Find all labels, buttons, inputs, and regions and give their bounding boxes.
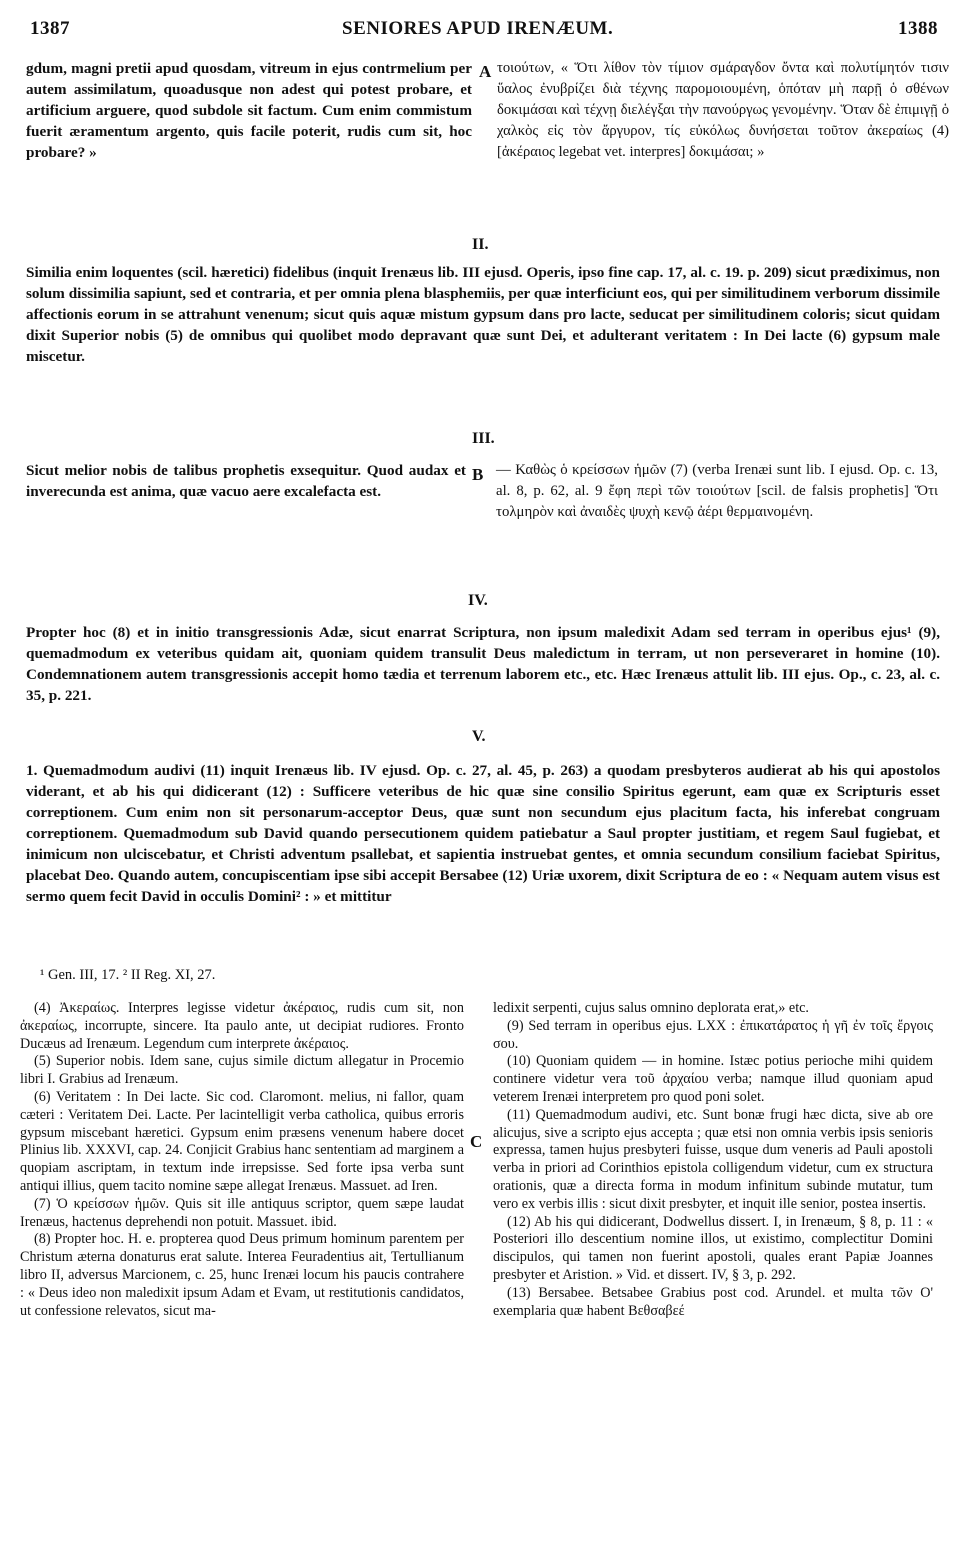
paragraph-iv: Propter hoc (8) et in initio transgressionis Adæ, sicut enarrat Scriptura, non ipsum maledixit Adam sed terram in operibus ejus¹ (9), quemadmodum ex veteribus quidam ait, quoniam quidem transulit Deus maledictum in terram, ut non perseveraret in homine (10). Condemnationem autem transgressionis accepit homo tædia et terrenum laborem etc., etc. Hæc Irenæus attulit lib. III ejus. Op., c. 23, al. c. 35, p. 221. — [26, 624, 940, 704]
note-13: (13) Bersabee. Betsabee Grabius post cod. Arundel. et multa τῶν Ο' exemplaria quæ habent Βεθσαβεέ — [493, 1284, 933, 1319]
note-7: (7) Ὁ κρείσσων ἡμῶν. Quis sit ille antiquus scriptor, quem sæpe laudat Irenæus, hactenus deprehendi non potuit. Massuet. ibid. — [20, 1195, 464, 1230]
notes-right-column — [493, 1000, 933, 1320]
paragraph-ii: Similia enim loquentes (scil. hæretici) fidelibus (inquit Irenæus lib. III ejusd. Operis, ipso fine cap. 17, al. c. 19. p. 209) sicut prædiximus, non solum dissimilia sapiunt, sed et contraria, et per omnia plena blasphemiis, per quæ interficiunt eos, qui per similitudinem verborum dissimile affectionis eorum in se attrahunt venenum; sicut quis aquæ mistum gypsum dans pro lacte, seducat per similitudinem coloris; sicut quidam dixit Superior nobis (5) de omnibus qui quolibet modo depravant quæ sunt Dei, et adulterant veritatem : In Dei lacte (6) gypsum male miscetur. — [26, 264, 940, 365]
paragraph-iii-greek: — Καθὼς ὁ κρείσσων ἡμῶν (7) (verba Irenæi sunt lib. I ejusd. Op. c. 13, al. 8, p. 62, al. 9 ἔφη περὶ τῶν τοιούτων [scil. de falsis prophetis] Ὅτι τολμηρὸν καὶ ἀναιδὲς ψυχὴ κενῷ ἀέρι θερμαινομένη. — [496, 462, 938, 520]
margin-marker-b: B — [472, 465, 484, 484]
margin-marker-c: C — [470, 1132, 483, 1151]
note-9: (9) Sed terram in operibus ejus. LXX : ἐπικατάρατος ἡ γῆ ἐν τοῖς ἔργοις σου. — [493, 1017, 933, 1052]
note-5: (5) Superior nobis. Idem sane, cujus simile dictum allegatur in Procemio libri I. Grabius ad Irenæum. — [20, 1053, 464, 1088]
note-8: (8) Propter hoc. H. e. propterea quod Deus primum hominum parentem per Christum æterna donaturus erat salute. Interea Feuradentius ait, Tertullianum libro II, adversus Marcionem, c. 25, hunc Irenæi locum his paucis contrahere : « Deus ideo non maledixit ipsum Adam et Evam, ut restitutionis candidatos, ut confessione relevatos, sicut ma- — [20, 1231, 464, 1319]
note-11: (11) Quemadmodum audivi, etc. Sunt bonæ frugi hæc dicta, sive ab ore alicujus, sive a scripto ejus accepta ; quæ etsi non omnia verbis ipsis senioris expressa, tamen hujus presbyteri fuisse, usque dum veneris ad Pauli apostoli verba in priori ad Corinthios epistola colligendum videtur, cum ex structura orationis, quæ a directa forma in modum infinitum subinde mutatur, tum vero ex verbis illis : sicut dixit presbyter, et inquit ille senior, postea insertis. — [493, 1106, 933, 1212]
section-heading-iv: IV. — [468, 592, 488, 609]
top-latin-text: gdum, magni pretii apud quosdam, vitreum in ejus contrmelium per autem assimilatum, quoadusque non adest qui potest probare, et artificium arguere, quod subdole sit factum. Cum enim commistum fuerit æramentum argento, quis facile poterit, rudis cum sit, hoc probare? » — [26, 60, 472, 161]
section-heading-ii: II. — [472, 236, 489, 253]
column-number-left: 1387 — [30, 18, 70, 39]
section-heading-v: V. — [472, 728, 486, 745]
running-title: SENIORES APUD IRENÆUM. — [342, 18, 614, 39]
section-heading-iii: III. — [472, 430, 495, 447]
scripture-references: ¹ Gen. III, 17. ² II Reg. XI, 27. — [40, 967, 216, 983]
paragraph-iii-latin: Sicut melior nobis de talibus prophetis exsequitur. Quod audax et inverecunda est anima, quæ vacuo aere excalefacta est. — [26, 462, 466, 500]
notes-left-column — [20, 1000, 464, 1320]
note-6: (6) Veritatem : In Dei lacte. Sic cod. Claromont. melius, ni fallor, quam cæteri : Veritatem Dei. Lacte. Per lacintelligit verba catholica, quibus erroris gypsum miscebant hæretici. Gypsum enim præsens venenum habere docet Plinius lib. XXXVI, cap. 24. Conjicit Grabius hanc sententiam ad marginem a quopiam ascriptam, in textum inde irrepsisse. Sed forte ipsa verba sunt antiqui illius, quem tacito nomine sæpe allegat Irenæus. Massuet. ad Iren. — [20, 1088, 464, 1194]
note-4: (4) Ἀκεραίως. Interpres legisse videtur ἀκέραιος, rudis cum sit, non ἀκεραίως, incorrupte, sincere. Ita paulo ante, ut decipiat rudiores. Fronto Ducæus ad Irenæum. Legendum cum interprete ἀκέραιος. — [20, 1000, 464, 1052]
paragraph-v: 1. Quemadmodum audivi (11) inquit Irenæus lib. IV ejusd. Op. c. 27, al. 45, p. 263) a quodam presbyteros audierat ab his qui apostolos viderant, et ab his qui didicerant (12) : Sufficere veteribus de hic quæ sine consilio Spiritus egerunt, eam quæ ex Scripturis esset correptionem. Cum enim non sit personarum-acceptor Deus, quæ sunt non secundum ejus placitum facta, his inferebat congruam correptionem. Quemadmodum sub David quando persecutionem quidem patiebatur a Saul propter justitiam, et regem Saul fugiebat, et inimicum non ulciscebatur, et Christi adventum psallebat, et sapientia instruebat gentes, et omnia secundum consilium faciebat Spiritus, placebat Deo. Quando autem, concupiscentiam ipse sibi accepit Bersabee (12) Uriæ uxorem, dixit Scriptura de eo : « Nequam autem visus est sermo quem fecit David in occulis Domini² : » et mittitur — [26, 762, 940, 905]
column-number-right: 1388 — [898, 18, 938, 39]
top-greek-text: τοιούτων, « Ὅτι λίθον τὸν τίμιον σμάραγδον ὄντα καὶ πολυτίμητόν τισιν ὕαλος ἐνυβρίζει διὰ τέχνης παρομοιουμένη, ὁπόταν μὴ παρῇ ὁ σθένων δοκιμάσαι καὶ τέχνῃ διελέγξαι τὴν πανούργως γενομένην. Ὅταν δὲ ἐπιμιγῇ ὁ χαλκὸς εἰς τὸν ἄργυρον, τίς εὐκόλως δυνήσεται τοῦτον ἀκεραίως (4) [ἀκέραιος legebat vet. interpres] δοκιμάσαι; » — [497, 60, 949, 160]
margin-marker-a: A — [479, 62, 492, 81]
note-10: (10) Quoniam quidem — in homine. Istæc potius perioche mihi quidem continere videtur vera τοῦ ἀρχαίου verba; namque illud quoniam apud veterem Irenæi interpretem pro quod poni solet. — [493, 1053, 933, 1105]
note-12: (12) Ab his qui didicerant, Dodwellus dissert. I, in Irenæum, § 8, p. 11 : « Posteriori illo descentium nomine illos, ut existimo, complectitur Domini discipulos, qui tamen non fuerint apostoli, quales erant Papiæ Joannes presbyter et Aristion. » Vid. et dissert. IV, § 3, p. 292. — [493, 1213, 933, 1283]
note-8-continued: ledixit serpenti, cujus salus omnino deplorata erat,» etc. — [493, 1000, 809, 1016]
